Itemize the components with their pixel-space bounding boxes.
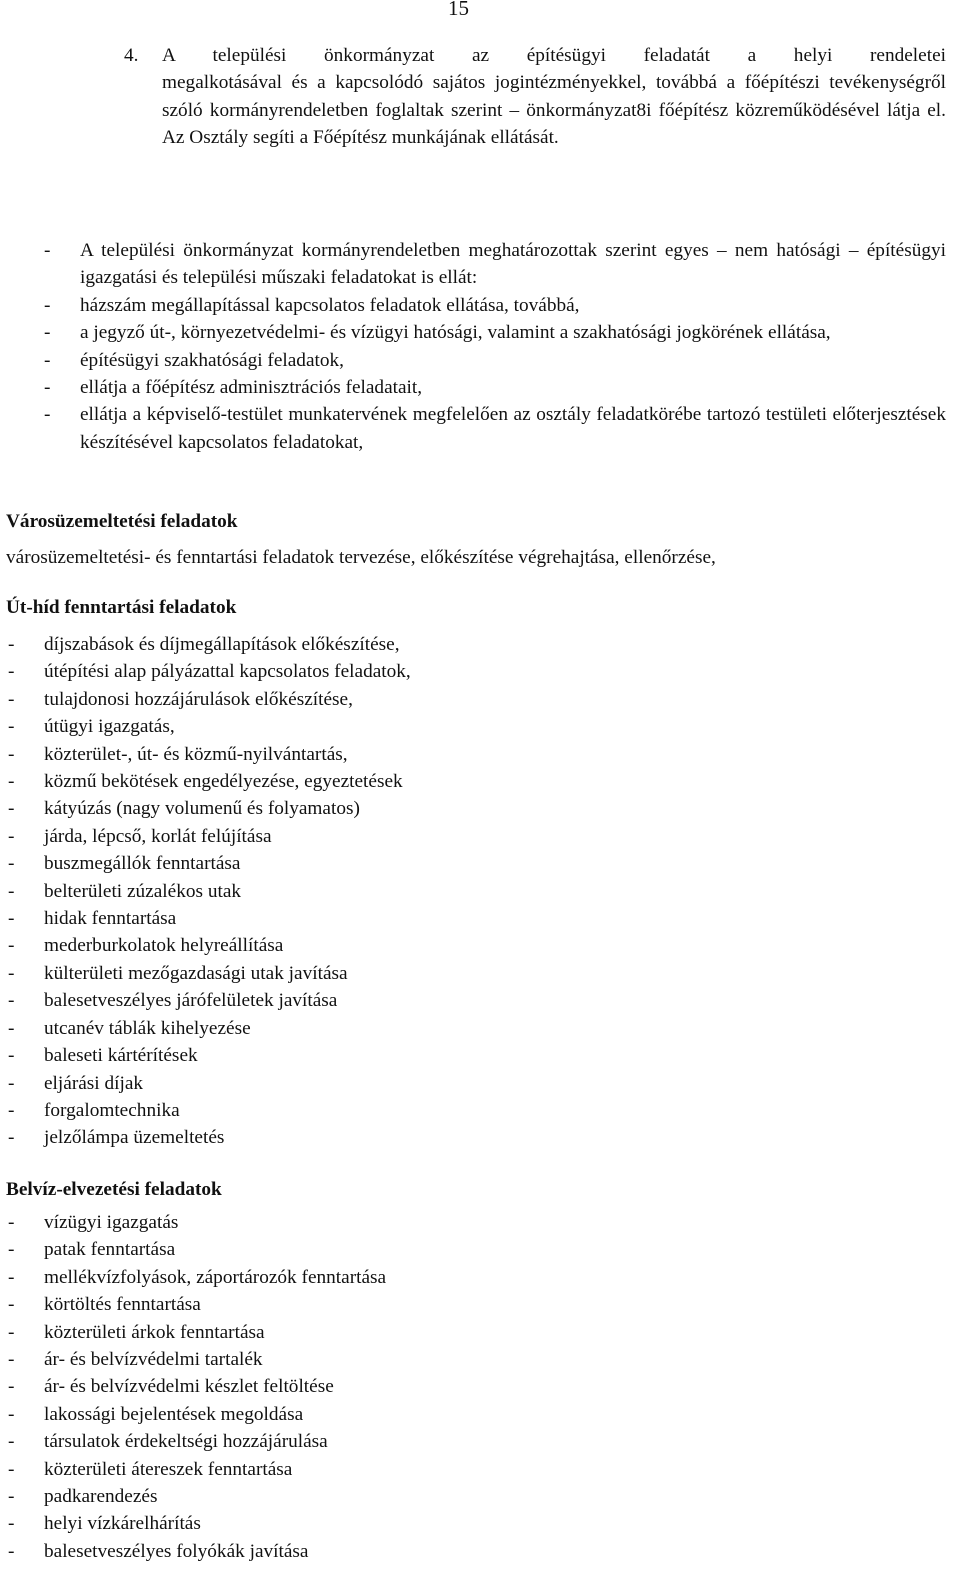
section-4-continuation: megalkotásával és a kapcsolódó sajátos jogintézményekkel, továbbá a főépítészi tevékenységről szóló kormányrendeletben foglaltak szerint – önkormányzat8i főépítész közreműködésével látja el. Az Osztály segíti a Főépítész munkájának ellátását. (162, 72, 946, 149)
dash: - (8, 634, 15, 655)
list-item-text: ellátja a főépítész adminisztrációs feladatait, (80, 377, 423, 399)
list-item (8, 850, 946, 877)
list-item (8, 1124, 946, 1151)
list-item-text: társulatok érdekeltségi hozzájárulása (44, 1431, 328, 1453)
list-item (8, 1401, 946, 1428)
dash: - (8, 935, 15, 957)
dash: - (44, 404, 51, 426)
list-item (8, 795, 946, 822)
list-item-text: építésügyi szakhatósági feladatok, (80, 349, 344, 371)
list-item-text: a jegyző út-, környezetvédelmi- és vízügyi hatósági, valamint a szakhatósági jogkörének ellátása, (80, 322, 831, 344)
list-item (44, 237, 946, 292)
section-heading-belviz: Belvíz-elvezetési feladatok (6, 1179, 222, 1200)
dash: - (8, 962, 15, 984)
list-item (8, 1042, 946, 1069)
list-item-text: A települési önkormányzat kormányrendeletben meghatározottak szerint egyes – nem hatósági – építésügyi igazgatási és települési műszaki feladatokat is ellát: (80, 240, 946, 289)
list-item-text: lakossági bejelentések megoldása (44, 1403, 304, 1425)
list-item (8, 686, 946, 713)
dash: - (8, 1266, 15, 1288)
section-heading-ut-hid: Út-híd fenntartási feladatok (6, 597, 237, 618)
dash: - (8, 1486, 15, 1508)
dash: - (44, 322, 51, 344)
dash: - (8, 1045, 15, 1067)
list-item (44, 374, 946, 401)
list-item-text: díjszabások és díjmegállapítások előkészítése, (44, 634, 400, 655)
section-number: 4. (124, 45, 139, 66)
list-item (8, 768, 946, 795)
list-item-text: ellátja a képviselő-testület munkatervének megfelelően az osztály feladatkörébe tartozó testületi előterjesztések készítésével kapcsolatos feladatokat, (80, 404, 946, 453)
list-item (44, 292, 946, 319)
list-item-text: balesetveszélyes folyókák javítása (44, 1540, 309, 1562)
list-item-text: járda, lépcső, korlát felújítása (44, 825, 272, 847)
list-item-text: padkarendezés (44, 1486, 158, 1508)
list-item (44, 319, 946, 346)
dash: - (8, 1017, 15, 1039)
list-item-text: közterület-, út- és közmű-nyilvántartás, (44, 743, 348, 765)
dash: - (44, 240, 51, 261)
list-item (8, 741, 946, 768)
list-item (8, 631, 946, 658)
dash: - (8, 1376, 15, 1398)
belviz-list (8, 1209, 946, 1565)
list-item-text: helyi vízkárelhárítás (44, 1513, 201, 1535)
dash: - (44, 294, 51, 316)
list-item-text: eljárási díjak (44, 1072, 144, 1094)
list-item (8, 905, 946, 932)
page-number: 15 (448, 0, 469, 20)
list-item (8, 1070, 946, 1097)
dash: - (8, 716, 15, 738)
section-4-paragraph (124, 42, 946, 152)
dash: - (44, 349, 51, 371)
list-item-text: mederburkolatok helyreállítása (44, 935, 284, 957)
list-item (8, 1319, 946, 1346)
list-item-text: körtöltés fenntartása (44, 1294, 201, 1316)
list-item (8, 1456, 946, 1483)
list-item-text: patak fenntartása (44, 1239, 176, 1261)
list-item-text: közterületi átereszek fenntartása (44, 1458, 293, 1480)
list-item-text: belterületi zúzalékos utak (44, 880, 242, 902)
ut-hid-list (8, 631, 946, 1152)
dash: - (8, 1321, 15, 1343)
list-item-text: forgalomtechnika (44, 1099, 180, 1121)
list-item (8, 960, 946, 987)
dash: - (8, 853, 15, 875)
dash: - (8, 1403, 15, 1425)
list-item (8, 1264, 946, 1291)
list-item (8, 1428, 946, 1455)
dash: - (8, 990, 15, 1012)
list-item (44, 401, 946, 456)
list-item (8, 1346, 946, 1373)
dash: - (8, 1212, 15, 1233)
list-item (8, 1510, 946, 1537)
list-item-text: balesetveszélyes járófelületek javítása (44, 990, 338, 1012)
list-item-text: útépítési alap pályázattal kapcsolatos feladatok, (44, 661, 411, 683)
list-item-text: házszám megállapítással kapcsolatos feladatok ellátása, továbbá, (80, 294, 580, 316)
list-item (44, 347, 946, 374)
dash: - (8, 1239, 15, 1261)
list-item (8, 1291, 946, 1318)
list-item-text: ár- és belvízvédelmi készlet feltöltése (44, 1376, 334, 1398)
list-item (8, 658, 946, 685)
section-4-first-line: A települési önkormányzat az építésügyi feladatát a helyi rendeletei (162, 45, 946, 66)
list-item-text: mellékvízfolyások, záportározók fenntartása (44, 1266, 387, 1288)
list-item-text: jelzőlámpa üzemeltetés (44, 1127, 225, 1149)
list-item (8, 713, 946, 740)
list-item (8, 1373, 946, 1400)
dash: - (8, 1458, 15, 1480)
list-item-text: hidak fenntartása (44, 908, 177, 930)
list-item-text: útügyi igazgatás, (44, 716, 175, 738)
list-item (8, 878, 946, 905)
list-item-text: tulajdonosi hozzájárulások előkészítése, (44, 688, 353, 710)
list-item-text: ár- és belvízvédelmi tartalék (44, 1349, 263, 1371)
dash: - (8, 688, 15, 710)
dash: - (8, 908, 15, 930)
list-item (8, 1483, 946, 1510)
list-item-text: baleseti kártérítések (44, 1045, 198, 1067)
dash: - (8, 661, 15, 683)
dash: - (8, 1431, 15, 1453)
dash: - (8, 880, 15, 902)
list-item-text: közmű bekötések engedélyezése, egyeztetések (44, 771, 403, 793)
dash: - (8, 1513, 15, 1535)
list-item-text: közterületi árkok fenntartása (44, 1321, 265, 1343)
list-item (8, 1015, 946, 1042)
dash: - (8, 1349, 15, 1371)
list-item (8, 823, 946, 850)
list-item (8, 1097, 946, 1124)
dash: - (8, 1127, 15, 1149)
dash: - (8, 771, 15, 793)
dash: - (8, 825, 15, 847)
list-item (8, 1538, 946, 1565)
list-item-text: utcanév táblák kihelyezése (44, 1017, 251, 1039)
list-item-text: külterületi mezőgazdasági utak javítása (44, 962, 348, 984)
dash: - (8, 798, 15, 820)
list-item-text: vízügyi igazgatás (44, 1212, 179, 1233)
list-item (8, 987, 946, 1014)
list-item-text: buszmegállók fenntartása (44, 853, 241, 875)
section-heading-varosuzemeltetes: Városüzemeltetési feladatok (6, 511, 238, 532)
list-item-text: kátyúzás (nagy volumenű és folyamatos) (44, 798, 360, 820)
list-item (8, 1236, 946, 1263)
dash: - (8, 1072, 15, 1094)
dash: - (8, 1540, 15, 1562)
dash: - (8, 1099, 15, 1121)
varosuzemeltetes-text: városüzemeltetési- és fenntartási feladatok tervezése, előkészítése végrehajtása, ellenőrzése, (6, 547, 716, 568)
list-item (8, 932, 946, 959)
dash: - (8, 1294, 15, 1316)
dash: - (44, 377, 51, 399)
list-item (8, 1209, 946, 1236)
tasks-list (44, 237, 946, 456)
dash: - (8, 743, 15, 765)
